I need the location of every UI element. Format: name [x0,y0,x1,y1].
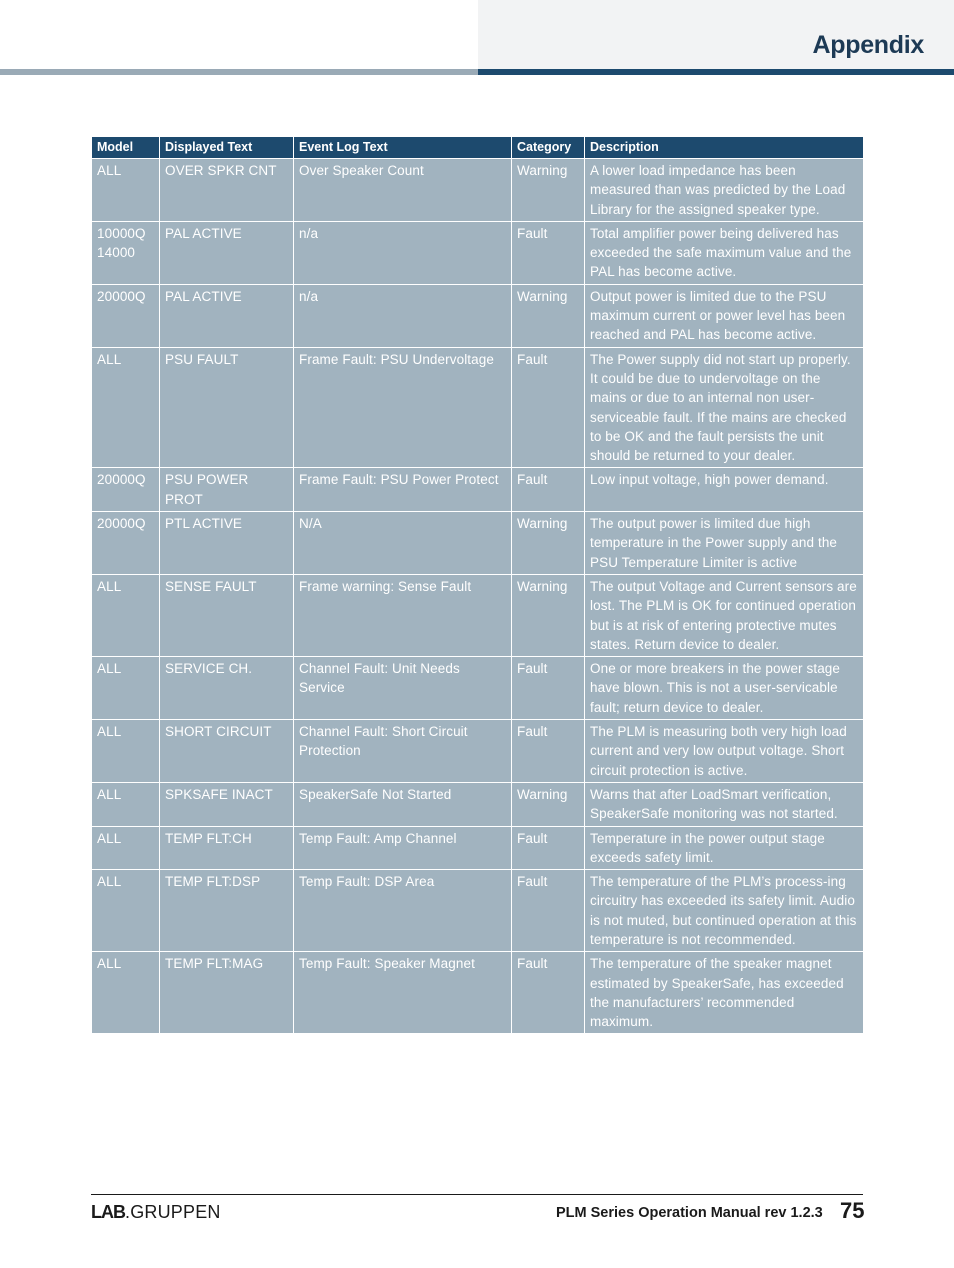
cell-event-log-text: n/a [294,221,512,284]
cell-category: Fault [512,720,585,783]
column-header-model: Model [92,137,160,159]
cell-event-log-text: Channel Fault: Unit Needs Service [294,657,512,720]
cell-category: Fault [512,468,585,512]
cell-description: Warns that after LoadSmart verification, SpeakerSafe monitoring was not started. [585,782,864,826]
cell-category: Fault [512,657,585,720]
cell-model: ALL [92,159,160,222]
table-header-row [92,137,864,159]
cell-category: Fault [512,870,585,952]
table-row [92,574,864,656]
table-row [92,284,864,347]
cell-category: Warning [512,782,585,826]
manual-title: PLM Series Operation Manual rev 1.2.3 [556,1205,823,1221]
cell-displayed-text: TEMP FLT:CH [160,826,294,870]
brand-logo [91,1202,221,1223]
cell-model: 20000Q [92,512,160,575]
cell-event-log-text: Frame Fault: PSU Undervoltage [294,347,512,468]
cell-model: 10000Q 14000 [92,221,160,284]
cell-category: Warning [512,512,585,575]
cell-category: Fault [512,952,585,1034]
table-row [92,952,864,1034]
cell-event-log-text: Over Speaker Count [294,159,512,222]
cell-displayed-text: PAL ACTIVE [160,284,294,347]
cell-description: The output power is limited due high temperature in the Power supply and the PSU Temperature Limiter is active [585,512,864,575]
cell-description: A lower load impedance has been measured than was predicted by the Load Library for the assigned speaker type. [585,159,864,222]
cell-description: The PLM is measuring both very high load current and very low output voltage. Short circuit protection is active. [585,720,864,783]
footer-rule [91,1194,863,1195]
cell-model: ALL [92,782,160,826]
cell-description: Low input voltage, high power demand. [585,468,864,512]
cell-model: ALL [92,720,160,783]
cell-model: 20000Q [92,284,160,347]
table-row [92,782,864,826]
cell-category: Warning [512,284,585,347]
cell-description: Total amplifier power being delivered has exceeded the safe maximum value and the PAL has become active. [585,221,864,284]
page-number: 75 [840,1198,865,1223]
page-title: Appendix [812,31,924,59]
cell-description: Temperature in the power output stage exceeds safety limit. [585,826,864,870]
cell-description: The output Voltage and Current sensors are lost. The PLM is OK for continued operation but is at risk of entering protective mutes states. Return device to dealer. [585,574,864,656]
cell-displayed-text: TEMP FLT:DSP [160,870,294,952]
cell-event-log-text: Temp Fault: DSP Area [294,870,512,952]
cell-model: ALL [92,347,160,468]
cell-description: The temperature of the PLM’s process-ing circuitry has exceeded its safety limit. Audio is not muted, but continued operation at this temperature is not recommended. [585,870,864,952]
cell-description: Output power is limited due to the PSU maximum current or power level has been reached and PAL has become active. [585,284,864,347]
cell-displayed-text: PSU POWER PROT [160,468,294,512]
cell-event-log-text: Temp Fault: Amp Channel [294,826,512,870]
header-rule-right [478,69,954,75]
table-row [92,657,864,720]
brand-logo-rest: .GRUPPEN [125,1202,221,1222]
column-header-category: Category [512,137,585,159]
brand-logo-bold: LAB [91,1202,125,1222]
cell-description: The Power supply did not start up properly. It could be due to undervoltage on the mains or due to an internal non user-serviceable fault. If the mains are checked to be OK and the fault persists the unit should be returned to your dealer. [585,347,864,468]
cell-event-log-text: Frame Fault: PSU Power Protect [294,468,512,512]
header-rule-left [0,69,478,75]
cell-displayed-text: SERVICE CH. [160,657,294,720]
cell-event-log-text: Temp Fault: Speaker Magnet [294,952,512,1034]
cell-displayed-text: OVER SPKR CNT [160,159,294,222]
cell-model: ALL [92,870,160,952]
cell-displayed-text: SPKSAFE INACT [160,782,294,826]
table-row [92,870,864,952]
cell-description: One or more breakers in the power stage have blown. This is not a user-servicable fault; return device to dealer. [585,657,864,720]
table-row [92,720,864,783]
column-header-event-log-text: Event Log Text [294,137,512,159]
cell-model: ALL [92,826,160,870]
table-row [92,512,864,575]
cell-model: ALL [92,952,160,1034]
cell-displayed-text: PSU FAULT [160,347,294,468]
cell-category: Fault [512,221,585,284]
table-row [92,468,864,512]
cell-event-log-text: n/a [294,284,512,347]
cell-description: The temperature of the speaker magnet estimated by SpeakerSafe, has exceeded the manufacturers’ recommended maximum. [585,952,864,1034]
cell-model: 20000Q [92,468,160,512]
cell-event-log-text: N/A [294,512,512,575]
cell-event-log-text: Frame warning: Sense Fault [294,574,512,656]
table-row [92,221,864,284]
cell-displayed-text: TEMP FLT:MAG [160,952,294,1034]
cell-event-log-text: SpeakerSafe Not Started [294,782,512,826]
cell-displayed-text: PTL ACTIVE [160,512,294,575]
column-header-description: Description [585,137,864,159]
table-row [92,347,864,468]
cell-category: Warning [512,159,585,222]
cell-category: Fault [512,826,585,870]
cell-model: ALL [92,574,160,656]
table-row [92,159,864,222]
cell-displayed-text: SHORT CIRCUIT [160,720,294,783]
cell-displayed-text: PAL ACTIVE [160,221,294,284]
cell-category: Warning [512,574,585,656]
event-rows [92,159,864,1034]
cell-model: ALL [92,657,160,720]
column-header-displayed-text: Displayed Text [160,137,294,159]
table-row [92,826,864,870]
event-table [91,136,864,1034]
cell-category: Fault [512,347,585,468]
cell-displayed-text: SENSE FAULT [160,574,294,656]
cell-event-log-text: Channel Fault: Short Circuit Protection [294,720,512,783]
